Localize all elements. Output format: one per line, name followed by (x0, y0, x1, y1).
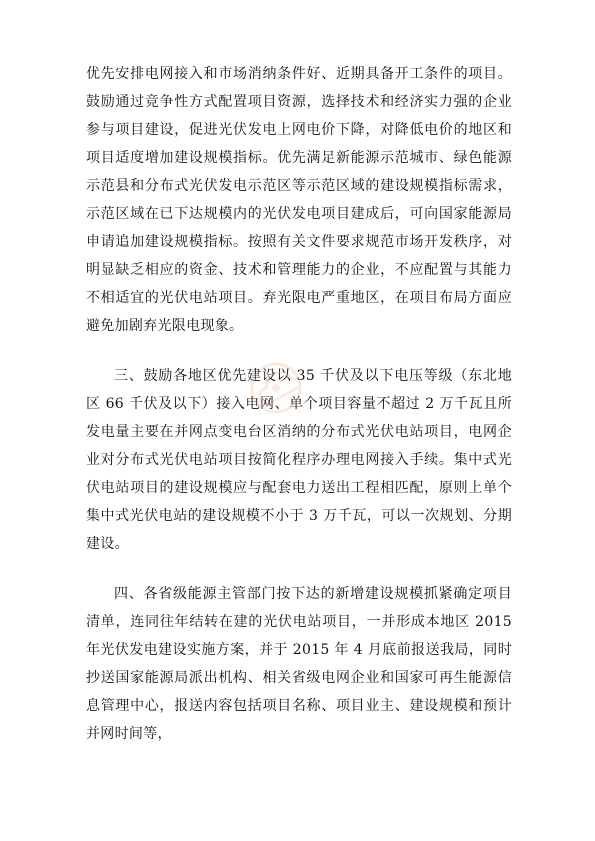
paragraph-continued: 优先安排电网接入和市场消纳条件好、近期具备开工条件的项目。鼓励通过竞争性方式配置项目资源，选择技术和经济实力强的企业参与项目建设，促进光伏发电上网电价下降，对降低电价的地区和项目适度增加建设规模指标。优先满足新能源示范城市、绿色能源示范县和分布式光伏发电示范区等示范区域的建设规模指标需求，示范区域在已下达规模内的光伏发电项目建成后，可向国家能源局申请追加建设规模指标。按照有关文件要求规范市场开发秩序，对明显缺乏相应的资金、技术和管理能力的企业，不应配置与其能力不相适宜的光伏电站项目。弃光限电严重地区，在项目布局方面应避免加剧弃光限电现象。 (86, 66, 512, 334)
paragraph-item-three: 三、鼓励各地区优先建设以 35 千伏及以下电压等级（东北地区 66 千伏及以下）接入电网、单个项目容量不超过 2 万千瓦且所发电量主要在并网点变电台区消纳的分布式光伏电站项目，电网企业对分布式光伏电站项目按简化程序办理电网接入手续。集中式光伏电站项目的建设规模应与配套电力送出工程相匹配，原则上单个集中式光伏电站的建设规模不小于 3 万千瓦，可以一次规划、分期建设。 (86, 368, 512, 552)
paragraph-item-four: 四、各省级能源主管部门按下达的新增建设规模抓紧确定项目清单，连同往年结转在建的光伏电站项目，一并形成本地区 2015 年光伏发电建设实施方案，并于 2015 年 4 月底前报送我局，同时抄送国家能源局派出机构、相关省级电网企业和国家可再生能源信息管理中心，报送内容包括项目名称、项目业主、建设规模和预计并网时间等， (86, 586, 512, 742)
